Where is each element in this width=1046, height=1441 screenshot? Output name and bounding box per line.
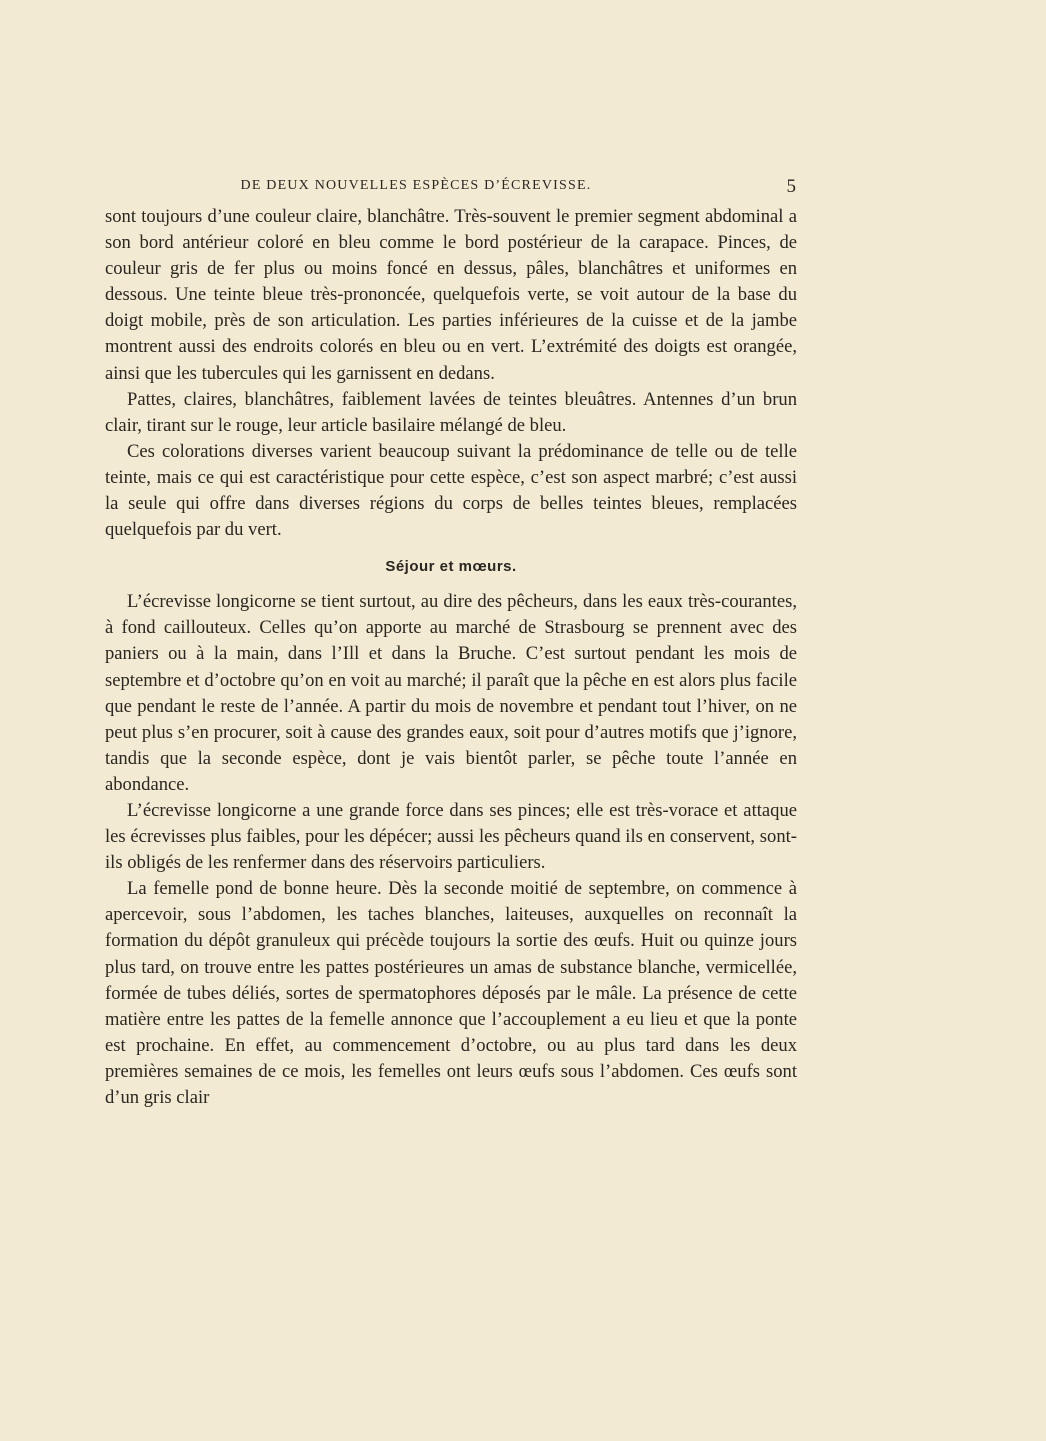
- paragraph-habitat: L’écrevisse longicorne se tient surtout, au dire des pêcheurs, dans les eaux très-courantes, à fond caillouteux. Celles qu’on apporte au marché de Strasbourg se prennent avec des paniers ou à la main, dans l’Ill et dans la Bruche. C’est surtout pendant les mois de septembre et d’octobre qu’on en voit au marché; il paraît que la pêche en est alors plus facile que pendant le reste de l’année. A partir du mois de novembre et pendant tout l’hiver, on ne peut plus s’en procurer, soit à cause des grandes eaux, soit pour d’autres motifs que j’ignore, tandis que la seconde espèce, dont je vais bientôt parler, se pêche toute l’année en abondance.: [105, 591, 797, 795]
- paragraph-colorations: Ces colorations diverses varient beaucoup suivant la prédominance de telle ou de telle teinte, mais ce qui est caractéristique pour cette espèce, c’est son aspect marbré; c’est aussi la seule qui offre dans diverses régions du corps de belles teintes bleues, remplacées quelquefois par du vert.: [105, 440, 797, 541]
- running-title: DE DEUX NOUVELLES ESPÈCES D’ÉCREVISSE.: [240, 178, 592, 193]
- paragraph-pattes: Pattes, claires, blanchâtres, faiblement lavées de teintes bleuâtres. Antennes d’un brun clair, tirant sur le rouge, leur article basilaire mélangé de bleu.: [105, 388, 797, 436]
- section-heading: Séjour et mœurs.: [385, 558, 517, 576]
- paragraph-femelle: La femelle pond de bonne heure. Dès la seconde moitié de septembre, on commence à apercevoir, sous l’abdomen, les taches blanches, laiteuses, auxquelles on reconnaît la formation du dépôt granuleux qui précède toujours la sortie des œufs. Huit ou quinze jours plus tard, on trouve entre les pattes postérieures un amas de substance blanche, vermicellée, formée de tubes déliés, sortes de spermatophores déposés par le mâle. La présence de cette matière entre les pattes de la femelle annonce que l’accouplement a eu lieu et que la ponte est prochaine. En effet, au commencement d’octobre, ou au plus tard dans les deux premières semaines de ce mois, les femelles ont leurs œufs sous l’abdomen. Ces œufs sont d’un gris clair: [105, 878, 797, 1108]
- page-number: 5: [786, 176, 796, 197]
- paragraph-continued: sont toujours d’une couleur claire, blanchâtre. Très-souvent le premier segment abdominal a son bord antérieur coloré en bleu comme le bord postérieur de la carapace. Pinces, de couleur gris de fer plus ou moins foncé en dessus, pâles, blanchâtres et uniformes en dessous. Une teinte bleue très-prononcée, quelquefois verte, se voit autour de la base du doigt mobile, près de son articulation. Les parties inférieures de la cuisse et de la jambe montrent aussi des endroits colorés en bleu ou en vert. L’extrémité des doigts est orangée, ainsi que les tubercules qui les garnissent en dedans.: [105, 206, 797, 384]
- body-text: [105, 204, 797, 1111]
- running-head: [106, 176, 796, 198]
- paragraph-force: L’écrevisse longicorne a une grande force dans ses pinces; elle est très-vorace et attaque les écrevisses plus faibles, pour les dépécer; aussi les pêcheurs quand ils en conservent, sont-ils obligés de les renfermer dans des réservoirs particuliers.: [105, 799, 797, 874]
